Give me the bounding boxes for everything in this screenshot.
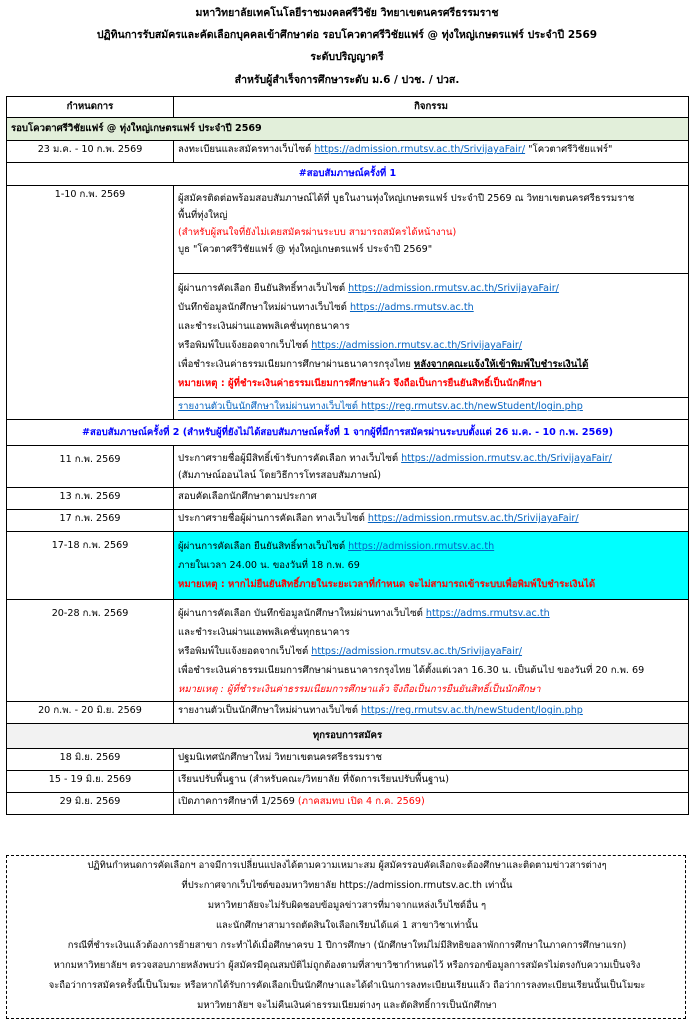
note-line: หากมหาวิทยาลัยฯ ตรวจสอบภายหลังพบว่า ผู้สมัครมีคุณสมบัติไม่ถูกต้องตามที่สาขาวิชากำหนดไว้ หรือกรอกข้อมูลการสมัครไม่ตรงกับความเป็นจริง	[53, 960, 641, 971]
activity-cell	[174, 600, 689, 702]
table-row	[7, 141, 689, 163]
activity-cell	[174, 141, 689, 163]
section-all-rounds: ทุกรอบการสมัคร	[7, 724, 689, 749]
table-row	[7, 446, 689, 488]
activity-line: และชำระเงินผ่านแอพพลิเคชั่นทุกธนาคาร	[178, 627, 350, 638]
note-line: และนักศึกษาสามารถตัดสินใจเลือกเรียนได้แค่ 1 สาขาวิชาเท่านั้น	[216, 920, 478, 931]
print-invoice-link[interactable]: https://admission.rmutsv.ac.th/SrivijayaFair/	[311, 340, 523, 351]
activity-line: และชำระเงินผ่านแอพพลิเคชั่นทุกธนาคาร	[178, 321, 350, 332]
activity-text: รายงานตัวเป็นนักศึกษาใหม่ผ่านทางเว็บไซต์	[178, 705, 361, 716]
reg-newstudent-link[interactable]: https://reg.rmutsv.ac.th/newStudent/login.php	[357, 401, 583, 412]
university-title: มหาวิทยาลัยเทคโนโลยีราชมงคลศรีวิชัย วิทยาเขตนครศรีธรรมราช	[195, 7, 499, 19]
section-row	[7, 724, 689, 749]
activity-text: ลงทะเบียนและสมัครทางเว็บไซต์	[178, 144, 315, 155]
degree-level: ระดับปริญญาตรี	[310, 51, 384, 63]
date-cell: 23 ม.ค. - 10 ก.พ. 2569	[7, 141, 174, 163]
table-row	[7, 749, 689, 771]
section-row	[7, 118, 689, 141]
remark-text: หมายเหตุ : หากไม่ยืนยันสิทธิ์ภายในระยะเวลาที่กำหนด จะไม่สามารถเข้าระบบเพื่อพิมพ์ใบชำระเงินได้	[178, 579, 596, 590]
table-row	[7, 600, 689, 702]
activity-text: ผู้ผ่านการคัดเลือก บันทึกข้อมูลนักศึกษาใหม่ผ่านทางเว็บไซต์	[178, 608, 426, 619]
note-line: มหาวิทยาลัยฯ จะไม่คืนเงินค่าธรรมเนียมต่างๆ และตัดสิทธิ์การเป็นนักศึกษา	[197, 1000, 497, 1011]
activity-cell: เรียนปรับพื้นฐาน (สำหรับคณะ/วิทยาลัย ที่จัดการเรียนปรับพื้นฐาน)	[174, 771, 689, 793]
activity-cell	[174, 702, 689, 724]
activity-cell: สอบคัดเลือกนักศึกษาตามประกาศ	[174, 488, 689, 510]
date-cell: 20 ก.พ. - 20 มิ.ย. 2569	[7, 702, 174, 724]
note-line: จะถือว่าการสมัครครั้งนี้เป็นโมฆะ หรือหากได้รับการคัดเลือกเป็นนักศึกษาและได้ดำเนินการลงทะเบียนเรียนแล้ว ถือว่าการลงทะเบียนเรียนนั้นเป็นโมฆะ	[48, 980, 646, 991]
booth-name: บูธ "โควตาศรีวิชัยแฟร์ @ ทุ่งใหญ่เกษตรแฟร์ ประจำปี 2569"	[178, 244, 433, 255]
date-cell: 11 ก.พ. 2569	[7, 446, 174, 488]
reg-newstudent-link[interactable]: https://reg.rmutsv.ac.th/newStudent/login.php	[360, 705, 583, 716]
date-cell: 29 มิ.ย. 2569	[7, 793, 174, 815]
section-main-round: รอบโควตาศรีวิชัยแฟร์ @ ทุ่งใหญ่เกษตรแฟร์ ประจำปี 2569	[7, 118, 689, 141]
payment-condition: หลังจากคณะแจ้งให้เข้าพิมพ์ใบชำระเงินได้	[413, 359, 589, 370]
header-activity: กิจกรรม	[174, 97, 689, 118]
activity-text: บันทึกข้อมูลนักศึกษาใหม่ผ่านทางเว็บไซต์	[178, 302, 350, 313]
adms-link[interactable]: https://adms.rmutsv.ac.th	[425, 608, 550, 619]
schedule-table	[6, 96, 689, 815]
deadline-text: ภายในเวลา 24.00 น. ของวันที่ 18 ก.พ. 69	[178, 560, 360, 571]
subsection-interview-2: #สอบสัมภาษณ์ครั้งที่ 2 (สำหรับผู้ที่ยังไม่ได้สอบสัมภาษณ์ครั้งที่ 1 จากผู้ที่มีการสมัครผ่านระบบตั้งแต่ 26 ม.ค. - 10 ก.พ. 2569)	[7, 420, 689, 446]
table-row	[7, 771, 689, 793]
activity-cell	[174, 186, 689, 274]
activity-cell	[174, 398, 689, 420]
activity-cell	[174, 274, 689, 398]
date-cell: 18 มิ.ย. 2569	[7, 749, 174, 771]
subsection-row	[7, 420, 689, 446]
note-line: ปฏิทินกำหนดการคัดเลือกฯ อาจมีการเปลี่ยนแปลงได้ตามความเหมาะสม ผู้สมัครรอบคัดเลือกจะต้องศึกษาและติดตามข่าวสารต่างๆ	[87, 860, 607, 871]
srivijaya-fair-link[interactable]: https://admission.rmutsv.ac.th/SrivijayaFair/	[314, 144, 526, 155]
activity-text: หรือพิมพ์ใบแจ้งยอดจากเว็บไซต์	[178, 646, 312, 657]
passed-list-link[interactable]: https://admission.rmutsv.ac.th/SrivijayaFair/	[367, 513, 579, 524]
date-cell: 20-28 ก.พ. 2569	[7, 600, 174, 702]
table-row	[7, 510, 689, 532]
report-new-student-link[interactable]: รายงานตัวเป็นนักศึกษาใหม่ผ่านทางเว็บไซต์	[178, 401, 358, 412]
table-row	[7, 186, 689, 274]
activity-cell-highlight	[174, 532, 689, 600]
date-cell: 17 ก.พ. 2569	[7, 510, 174, 532]
eligible-list-link[interactable]: https://admission.rmutsv.ac.th/SrivijayaFair/	[401, 453, 612, 464]
activity-text: เปิดภาคการศึกษาที่ 1/2569	[178, 796, 298, 807]
date-cell: 17-18 ก.พ. 2569	[7, 532, 174, 600]
admission-link[interactable]: https://admission.rmutsv.ac.th	[348, 541, 495, 552]
date-cell: 13 ก.พ. 2569	[7, 488, 174, 510]
table-row	[7, 488, 689, 510]
activity-text: ประกาศรายชื่อผู้ผ่านการคัดเลือก ทางเว็บไซต์	[178, 513, 368, 524]
notes-box	[6, 855, 686, 1019]
remark-text: หมายเหตุ : ผู้ที่ชำระเงินค่าธรรมเนียมการศึกษาแล้ว จึงถือเป็นการยืนยันสิทธิ์เป็นนักศึกษา	[178, 684, 541, 695]
activity-text: หรือพิมพ์ใบแจ้งยอดจากเว็บไซต์	[178, 340, 312, 351]
activity-line: (สัมภาษณ์ออนไลน์ โดยวิธีการโทรสอบสัมภาษณ์)	[178, 470, 382, 481]
subsection-interview-1: #สอบสัมภาษณ์ครั้งที่ 1	[7, 163, 689, 186]
activity-text: ผู้ผ่านการคัดเลือก ยืนยันสิทธิ์ทางเว็บไซต์	[178, 541, 349, 552]
activity-cell: ปฐมนิเทศนักศึกษาใหม่ วิทยาเขตนครศรีธรรมราช	[174, 749, 689, 771]
activity-line: พื้นที่ทุ่งใหญ่	[178, 210, 228, 221]
activity-cell	[174, 446, 689, 488]
confirm-rights-link[interactable]: https://admission.rmutsv.ac.th/SrivijayaFair/	[348, 283, 559, 294]
activity-text: ประกาศรายชื่อผู้มีสิทธิ์เข้ารับการคัดเลือก ทางเว็บไซต์	[178, 453, 402, 464]
note-line: ที่ประกาศจากเว็บไซต์ของมหาวิทยาลัย https://admission.rmutsv.ac.th เท่านั้น	[181, 880, 513, 891]
activity-cell	[174, 793, 689, 815]
header-date: กำหนดการ	[7, 97, 174, 118]
activity-text: เพื่อชำระเงินค่าธรรมเนียมการศึกษาผ่านธนาคารกรุงไทย	[178, 359, 414, 370]
activity-cell	[174, 510, 689, 532]
adms-link[interactable]: https://adms.rmutsv.ac.th	[349, 302, 474, 313]
note-line: กรณีที่ชำระเงินแล้วต้องการย้ายสาขา กระทำได้เมื่อศึกษาครบ 1 ปีการศึกษา (นักศึกษาใหม่ไม่มีสิทธิขอลาพักการศึกษาในภาคการศึกษาแรก)	[67, 940, 627, 951]
table-header-row	[7, 97, 689, 118]
table-row	[7, 793, 689, 815]
remark-text: หมายเหตุ : ผู้ที่ชำระเงินค่าธรรมเนียมการศึกษาแล้ว จึงถือเป็นการยืนยันสิทธิ์เป็นนักศึกษา	[178, 378, 542, 389]
activity-text: ผู้ผ่านการคัดเลือก ยืนยันสิทธิ์ทางเว็บไซต์	[178, 283, 349, 294]
activity-tail: "โควตาศรีวิชัยแฟร์"	[525, 144, 613, 155]
evening-program-note: (ภาคสมทบ เปิด 4 ก.ค. 2569)	[297, 796, 425, 807]
eligibility-line: สำหรับผู้สำเร็จการศึกษาระดับ ม.6 / ปวช. / ปวส.	[234, 74, 460, 86]
walk-in-note: (สำหรับผู้สนใจที่ยังไม่เคยสมัครผ่านระบบ สามารถสมัครได้หน้างาน)	[178, 227, 457, 238]
calendar-title: ปฏิทินการรับสมัครและคัดเลือกบุคคลเข้าศึกษาต่อ รอบโควตาศรีวิชัยแฟร์ @ ทุ่งใหญ่เกษตรแฟร์ ประจำปี 2569	[96, 29, 598, 41]
date-cell: 1-10 ก.พ. 2569	[7, 186, 174, 420]
subsection-row	[7, 163, 689, 186]
print-invoice-link[interactable]: https://admission.rmutsv.ac.th/SrivijayaFair/	[311, 646, 523, 657]
activity-line: เพื่อชำระเงินค่าธรรมเนียมการศึกษาผ่านธนาคารกรุงไทย ได้ตั้งแต่เวลา 16.30 น. เป็นต้นไป ของวันที่ 20 ก.พ. 69	[178, 665, 645, 676]
activity-line: ผู้สมัครติดต่อพร้อมสอบสัมภาษณ์ได้ที่ บูธในงานทุ่งใหญ่เกษตรแฟร์ ประจำปี 2569 ณ วิทยาเขตนครศรีธรรมราช	[178, 193, 635, 204]
note-line: มหาวิทยาลัยจะไม่รับผิดชอบข้อมูลข่าวสารที่มาจากแหล่งเว็บไซต์อื่น ๆ	[207, 900, 487, 911]
table-row	[7, 702, 689, 724]
date-cell: 15 - 19 มิ.ย. 2569	[7, 771, 174, 793]
table-row	[7, 532, 689, 600]
